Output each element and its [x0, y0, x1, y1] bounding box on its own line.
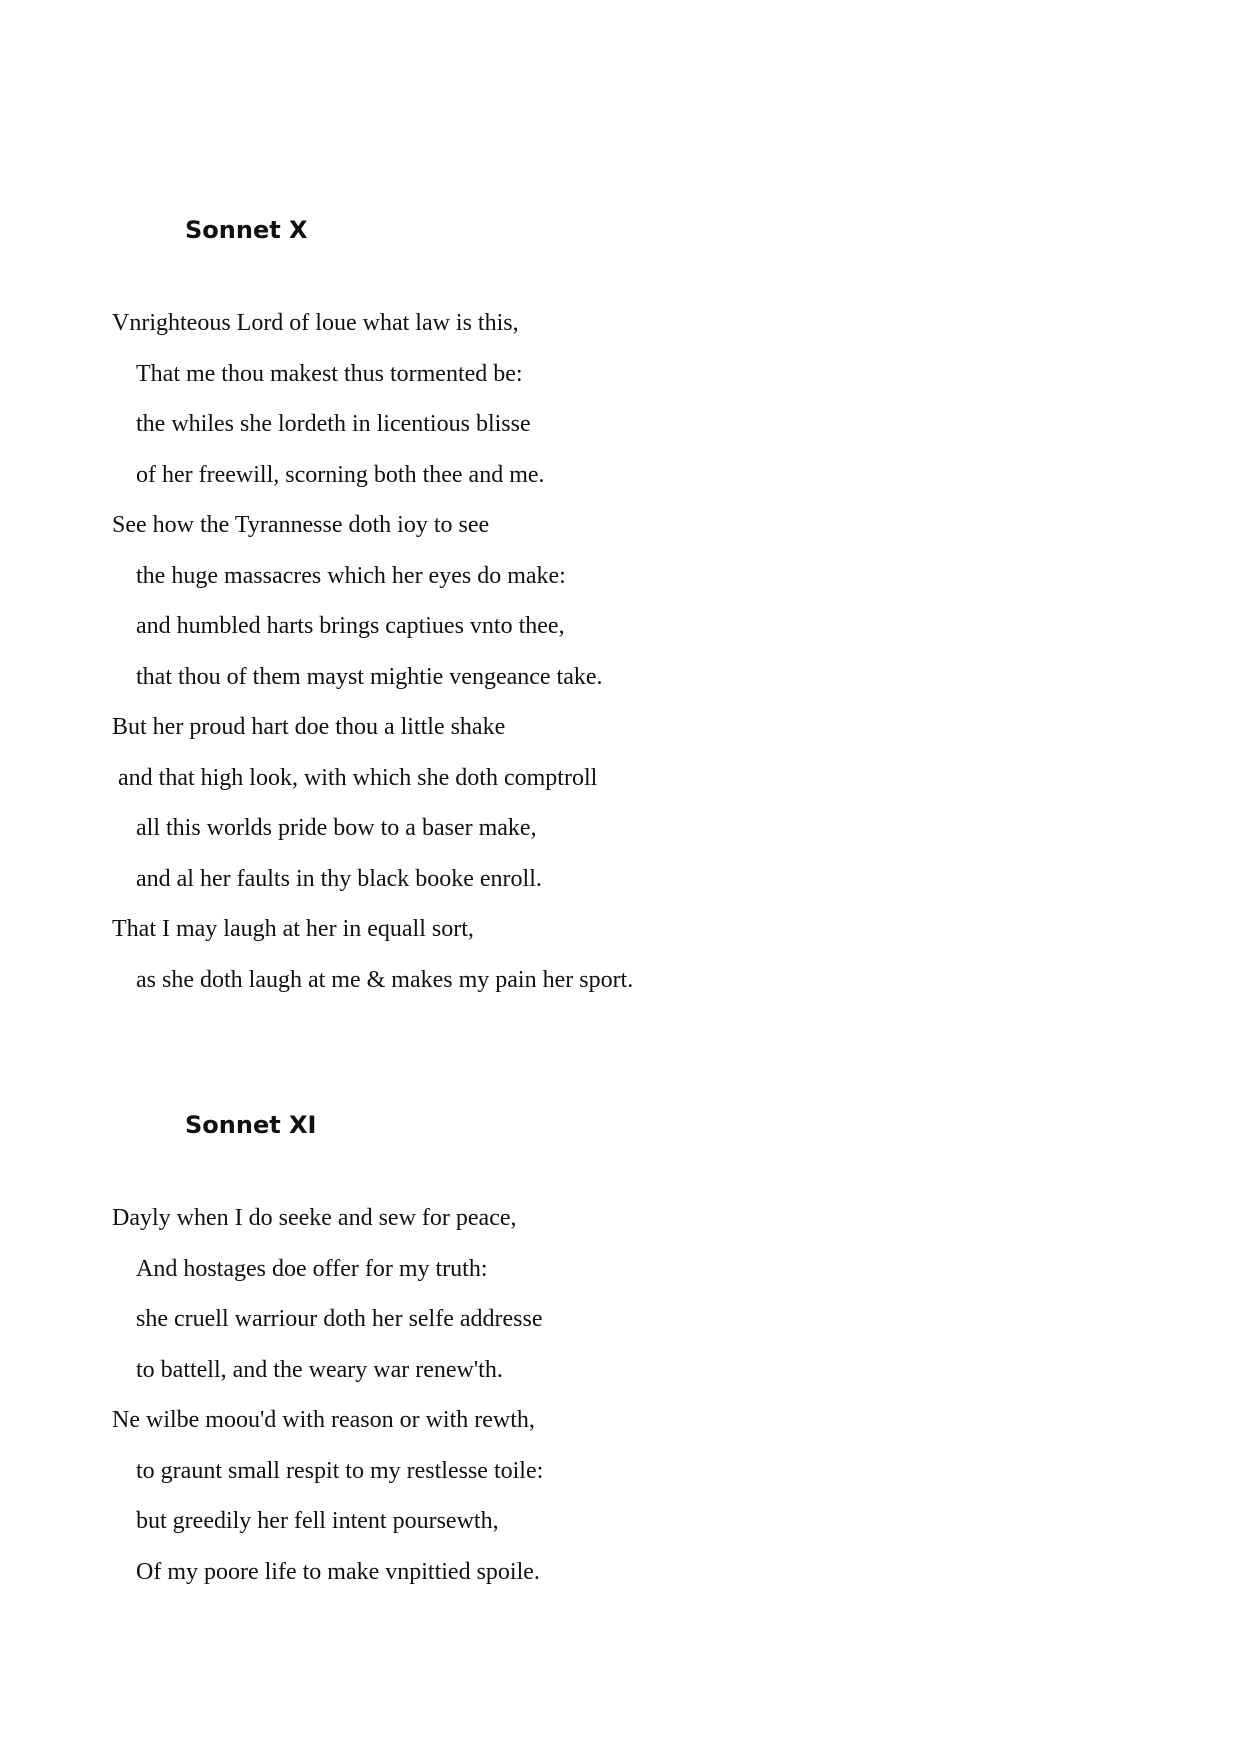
sonnet-title: Sonnet XI	[185, 1111, 317, 1139]
sonnet-xi	[112, 1105, 1112, 1597]
verse-line: See how the Tyrannesse doth ioy to see	[112, 512, 490, 538]
verse-line: the whiles she lordeth in licentious blisse	[136, 411, 531, 437]
sonnet-x	[112, 210, 1112, 1005]
verse-line: But her proud hart doe thou a little shake	[112, 714, 506, 740]
verse-line: as she doth laugh at me & makes my pain her sport.	[136, 966, 634, 993]
verse-line: and that high look, with which she doth comptroll	[118, 764, 598, 791]
sonnet-title: Sonnet X	[185, 216, 308, 244]
sonnet-lines	[112, 298, 1112, 1005]
verse-line: Dayly when I do seeke and sew for peace,	[112, 1205, 517, 1231]
verse-line: Vnrighteous Lord of loue what law is this,	[112, 310, 519, 336]
verse-line: and humbled harts brings captiues vnto thee,	[136, 613, 565, 639]
verse-line: Ne wilbe moou'd with reason or with rewth,	[112, 1407, 535, 1433]
verse-line: to battell, and the weary war renew'th.	[136, 1356, 503, 1383]
verse-line: Of my poore life to make vnpittied spoile.	[136, 1558, 540, 1585]
verse-line: and al her faults in thy black booke enroll.	[136, 865, 542, 892]
verse-line: that thou of them mayst mightie vengeance take.	[136, 663, 603, 690]
verse-line: That I may laugh at her in equall sort,	[112, 916, 474, 942]
verse-line: but greedily her fell intent poursewth,	[136, 1508, 499, 1534]
sonnet-lines	[112, 1193, 1112, 1597]
verse-line: That me thou makest thus tormented be:	[136, 360, 523, 387]
verse-line: to graunt small respit to my restlesse toile:	[136, 1457, 544, 1484]
verse-line: she cruell warriour doth her selfe addresse	[136, 1306, 543, 1332]
verse-line: all this worlds pride bow to a baser make,	[136, 815, 537, 841]
verse-line: And hostages doe offer for my truth:	[136, 1255, 488, 1282]
verse-line: the huge massacres which her eyes do make:	[136, 562, 566, 589]
verse-line: of her freewill, scorning both thee and me.	[136, 461, 545, 488]
